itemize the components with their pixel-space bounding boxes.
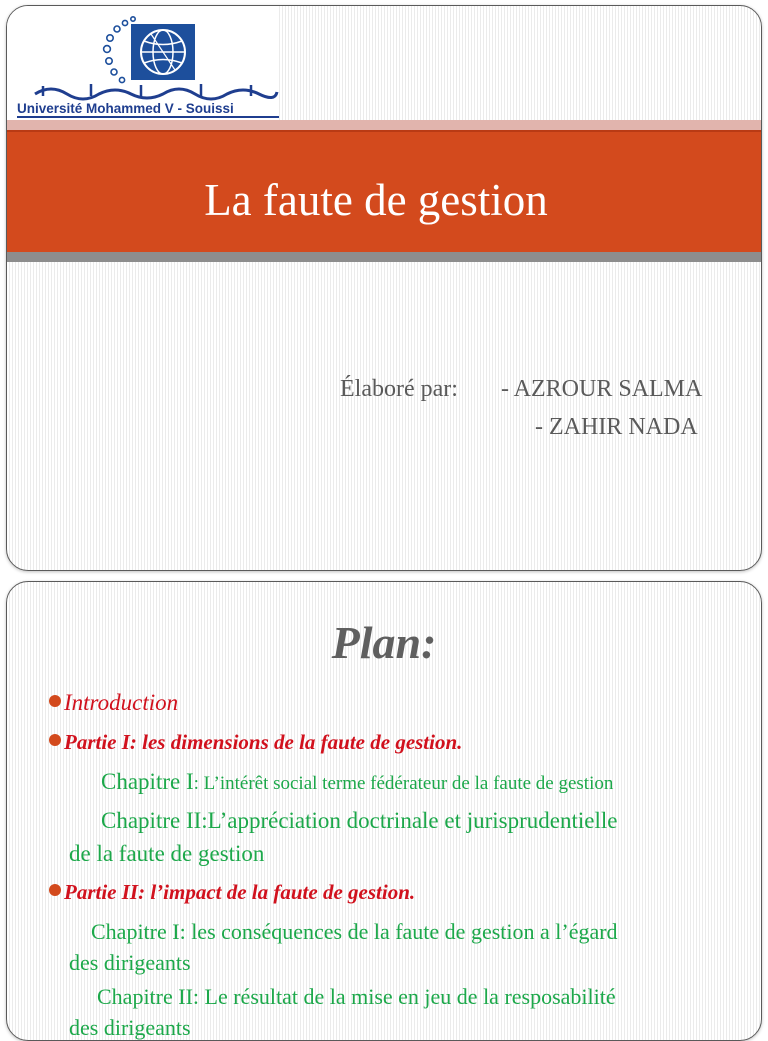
- part2-chapter2-line2: des dirigeants: [69, 1015, 191, 1040]
- decorative-band-top: [7, 120, 761, 130]
- university-logo: [7, 6, 279, 120]
- decorative-band-bottom: [7, 252, 761, 262]
- plan-heading: Plan:: [331, 617, 437, 668]
- plan-item-introduction: Introduction: [49, 690, 178, 716]
- bullet-icon: [49, 884, 61, 896]
- authors-label: Élaboré par:: [340, 376, 458, 402]
- author-2: - ZAHIR NADA: [535, 414, 698, 440]
- part2-chapter1-line1: Chapitre I: les conséquences de la faute de gestion a l’égard: [91, 919, 618, 944]
- bullet-icon: [49, 695, 61, 707]
- part2-chapter2-line1: Chapitre II: Le résultat de la mise en jeu de la resposabilité: [97, 984, 616, 1009]
- plan-slide: [6, 581, 762, 1041]
- bullet-icon: [49, 734, 61, 746]
- slide-title: La faute de gestion: [204, 175, 548, 225]
- title-slide: [6, 5, 762, 571]
- part1-chapter1: Chapitre I: L’intérêt social terme fédérateur de la faute de gestion: [101, 769, 614, 794]
- author-1: - AZROUR SALMA: [501, 376, 703, 402]
- part1-chapter2-line2: de la faute de gestion: [69, 841, 265, 866]
- plan-item-part2: Partie II: l’impact de la faute de gestion.: [49, 880, 415, 905]
- part1-chapter2-line1: Chapitre II:L’appréciation doctrinale et jurisprudentielle: [101, 808, 618, 833]
- arabic-calligraphy-logotype: [31, 80, 281, 102]
- university-name: Université Mohammed V - Souissi: [17, 101, 234, 116]
- part2-chapter1-line2: des dirigeants: [69, 950, 191, 975]
- globe-icon: [131, 24, 195, 80]
- logo-underline: [17, 116, 279, 118]
- plan-item-part1: Partie I: les dimensions de la faute de gestion.: [49, 730, 462, 755]
